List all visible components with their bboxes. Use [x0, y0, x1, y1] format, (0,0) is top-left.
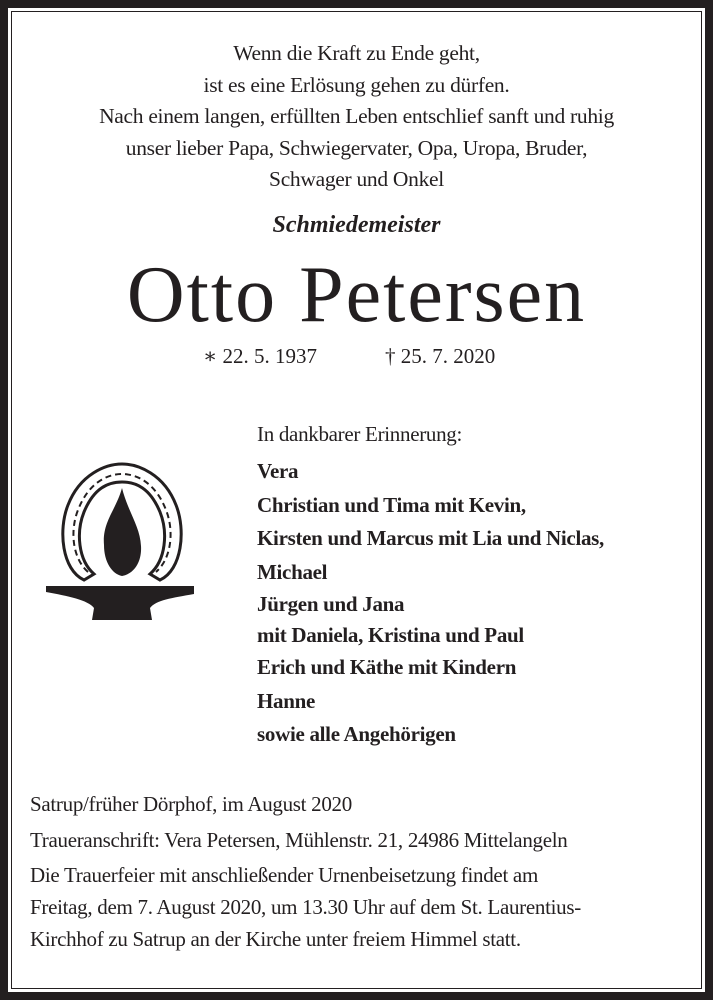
mourner-name: Hanne	[257, 688, 316, 713]
ceremony-info	[30, 859, 581, 955]
mourners-intro: In dankbarer Erinnerung:	[257, 422, 463, 446]
mourner-name: Kirsten und Marcus mit Lia und Niclas,	[257, 526, 605, 550]
occupation-title: Schmiedemeister	[272, 212, 441, 238]
ceremony-line: Freitag, dem 7. August 2020, um 13.30 Uhr auf dem St. Laurentius-	[30, 895, 581, 919]
deceased-name: Otto Petersen	[126, 251, 587, 339]
verse-line: Schwager und Onkel	[269, 167, 444, 191]
verse-line: unser lieber Papa, Schwiegervater, Opa, Uropa, Bruder,	[125, 135, 588, 160]
verse-line: Nach einem langen, erfüllten Leben entschlief sanft und ruhig	[99, 104, 614, 128]
mourner-name: Erich und Käthe mit Kindern	[257, 655, 517, 679]
mourner-name: Vera	[257, 459, 299, 483]
ceremony-line: Die Trauerfeier mit anschließender Urnenbeisetzung findet am	[30, 863, 538, 887]
horseshoe-anvil-flame-icon	[44, 460, 200, 620]
verse-line: Wenn die Kraft zu Ende geht,	[233, 41, 480, 65]
birth-date: ∗ 22. 5. 1937	[203, 344, 318, 368]
footer	[30, 786, 581, 955]
mourner-name: Michael	[257, 559, 328, 584]
death-date: † 25. 7. 2020	[385, 344, 496, 368]
verse	[0, 38, 713, 196]
verse-line: ist es eine Erlösung gehen zu dürfen.	[203, 72, 510, 97]
mourning-address: Traueranschrift: Vera Petersen, Mühlenstr. 21, 24986 Mittelangeln	[30, 828, 568, 852]
mourner-name: Christian und Tima mit Kevin,	[257, 492, 526, 517]
mourner-name: mit Daniela, Kristina und Paul	[257, 623, 524, 647]
ceremony-line: Kirchhof zu Satrup an der Kirche unter freiem Himmel statt.	[30, 927, 521, 951]
mourner-name: sowie alle Angehörigen	[257, 722, 456, 746]
mourners-list	[257, 419, 604, 752]
mourner-name: Jürgen und Jana	[257, 592, 405, 616]
place-date: Satrup/früher Dörphof, im August 2020	[30, 792, 352, 816]
